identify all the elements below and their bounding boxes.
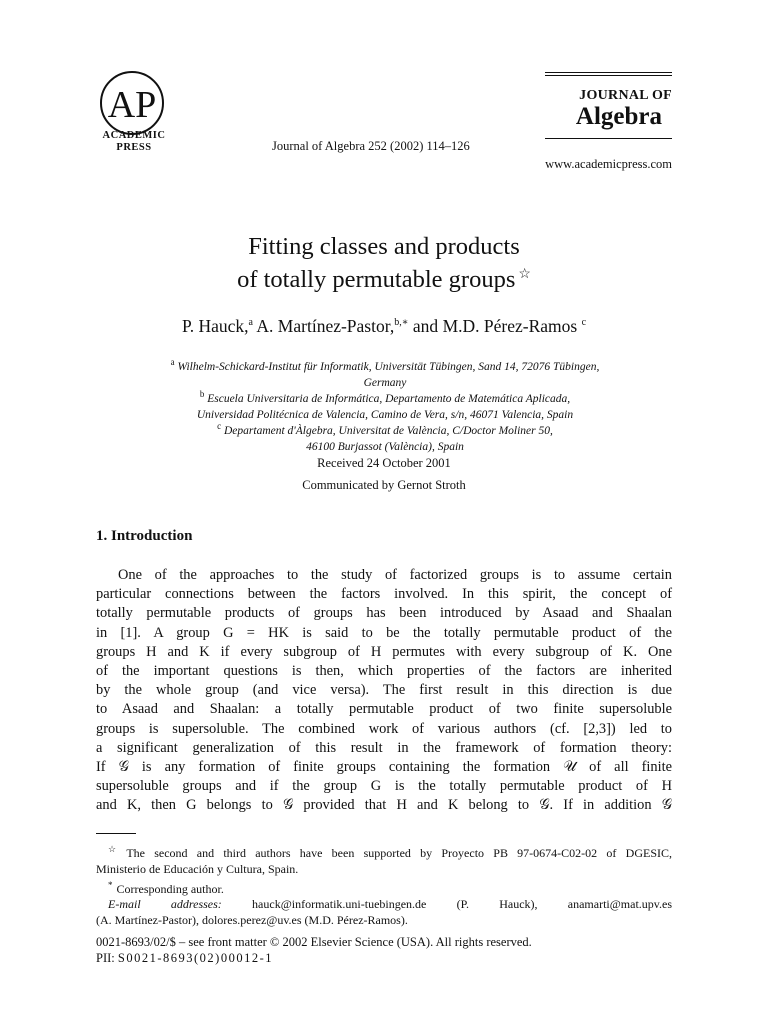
email-line1[interactable]: hauck@informatik.uni-tuebingen.de (P. Hauck), anamarti@mat.upv.es bbox=[252, 897, 673, 912]
paper-title-line-1 bbox=[0, 233, 768, 261]
affiliation-c-line1: Departament d'Àlgebra, Universitat de València, C/Doctor Moliner 50, bbox=[223, 424, 553, 437]
footnote-corresponding bbox=[96, 878, 672, 898]
affiliation-b-mark: b bbox=[199, 389, 205, 399]
author-hauck: P. Hauck, bbox=[181, 316, 249, 336]
journal-label: JOURNAL OF bbox=[579, 88, 672, 103]
affiliation-c bbox=[90, 418, 680, 455]
journal-rule-top bbox=[545, 72, 672, 73]
body-line: to Asaad and Shaalan: a totally permutable product of two finite supersoluble bbox=[96, 701, 672, 718]
author-perez-ramos: M.D. Pérez-Ramos bbox=[442, 316, 578, 336]
body-line: particular connections between the factors involved. In this spirit, the concept of bbox=[96, 586, 672, 603]
affiliation-b-line1: Escuela Universitaria de Informática, Departamento de Matemática Aplicada, bbox=[207, 392, 571, 405]
journal-rule-bottom bbox=[545, 138, 672, 139]
journal-name: Algebra bbox=[575, 103, 662, 130]
footnote-corresponding-text: Corresponding author. bbox=[116, 881, 224, 896]
body-line: groups is supersoluble. The combined work of various authors (cf. [2,3]) led to bbox=[96, 720, 672, 737]
footnote-asterisk: * bbox=[108, 879, 113, 890]
footnote-rule bbox=[96, 833, 136, 834]
email-label: E-mail addresses: bbox=[108, 897, 222, 912]
publisher-name-line1: ACADEMIC bbox=[102, 130, 166, 141]
author-martinez-pastor: A. Martínez-Pastor, bbox=[256, 316, 395, 336]
section-heading-introduction: 1. Introduction bbox=[96, 528, 193, 544]
affiliation-a-line2: Germany bbox=[363, 376, 407, 389]
title-footnote-star-icon[interactable]: ☆ bbox=[518, 267, 531, 282]
footnote-funding-line1: The second and third authors have been supported by Proyecto PB 97-0674-C02-02 of DGESIC, bbox=[126, 846, 672, 860]
body-line: One of the approaches to the study of factorized groups is to assume certain bbox=[118, 567, 672, 583]
title-text-2: of totally permutable groups bbox=[237, 266, 516, 294]
journal-rule-top-double bbox=[545, 75, 672, 76]
author-connector: and bbox=[412, 316, 439, 336]
email-line2[interactable]: (A. Martínez-Pastor), dolores.perez@uv.es (M.D. Pérez-Ramos). bbox=[96, 913, 408, 928]
footnotes bbox=[96, 842, 672, 929]
issn-copyright-line: 0021-8693/02/$ – see front matter © 2002 Elsevier Science (USA). All rights reserved. bbox=[96, 935, 532, 949]
affiliation-a-line1: Wilhelm-Schickard-Institut für Informatik, Universität Tübingen, Sand 14, 72076 Tübingen, bbox=[177, 360, 600, 373]
body-line: groups H and K if every subgroup of H permutes with every subgroup of K. One bbox=[96, 643, 672, 660]
introduction-paragraph bbox=[96, 566, 672, 815]
footnote-funding bbox=[96, 842, 672, 862]
pii-value: S0021-8693(02)00012-1 bbox=[117, 951, 273, 965]
body-line: by the whole group (and vice versa). The first result in this direction is due bbox=[96, 682, 672, 699]
journal-citation: Journal of Algebra 252 (2002) 114–126 bbox=[272, 139, 470, 153]
footnote-star-icon: ☆ bbox=[108, 844, 123, 854]
author-perez-affil-mark: c bbox=[581, 317, 587, 329]
affiliation-c-line2: 46100 Burjassot (València), Spain bbox=[306, 440, 464, 453]
author-hauck-affil-mark: a bbox=[248, 317, 253, 329]
body-line: If 𝒢 is any formation of finite groups containing the formation 𝒰 of all finite bbox=[96, 758, 672, 775]
body-line: totally permutable products of groups has been introduced by Asaad and Shaalan bbox=[96, 605, 672, 622]
received-date: Received 24 October 2001 bbox=[317, 456, 451, 470]
author-list bbox=[0, 316, 768, 337]
affiliation-b-line2: Universidad Politécnica de Valencia, Camino de Vera, s/n, 46071 Valencia, Spain bbox=[196, 408, 574, 421]
pii-label: PII: bbox=[96, 951, 115, 965]
journal-url[interactable]: www.academicpress.com bbox=[545, 157, 672, 171]
affiliation-a-mark: a bbox=[170, 357, 175, 367]
title-text-1: Fitting classes and products bbox=[248, 233, 520, 260]
body-line: supersoluble groups and if the group G is the totally permutable product of H bbox=[96, 778, 672, 795]
paper-title-line-2 bbox=[0, 266, 768, 294]
footnote-funding-line2: Ministerio de Educación y Cultura, Spain. bbox=[96, 861, 299, 876]
affiliation-c-mark: c bbox=[217, 421, 222, 431]
author-martinez-affil-mark: b,∗ bbox=[394, 317, 409, 329]
publisher-name-line2: PRESS bbox=[116, 142, 152, 153]
pii-line bbox=[96, 951, 273, 966]
body-line: a significant generalization of this result in the framework of formation theory: bbox=[96, 739, 672, 756]
body-line: of the important questions is then, which properties of the factors are inherited bbox=[96, 662, 672, 679]
logo-letters: AP bbox=[107, 84, 157, 126]
communicated-by: Communicated by Gernot Stroth bbox=[302, 478, 466, 492]
body-line: and K, then G belongs to 𝒢 provided that H and K belong to 𝒢. If in addition 𝒢 bbox=[96, 797, 672, 814]
body-line: in [1]. A group G = HK is said to be the totally permutable product of the bbox=[96, 624, 672, 641]
footnote-emails bbox=[96, 897, 672, 913]
